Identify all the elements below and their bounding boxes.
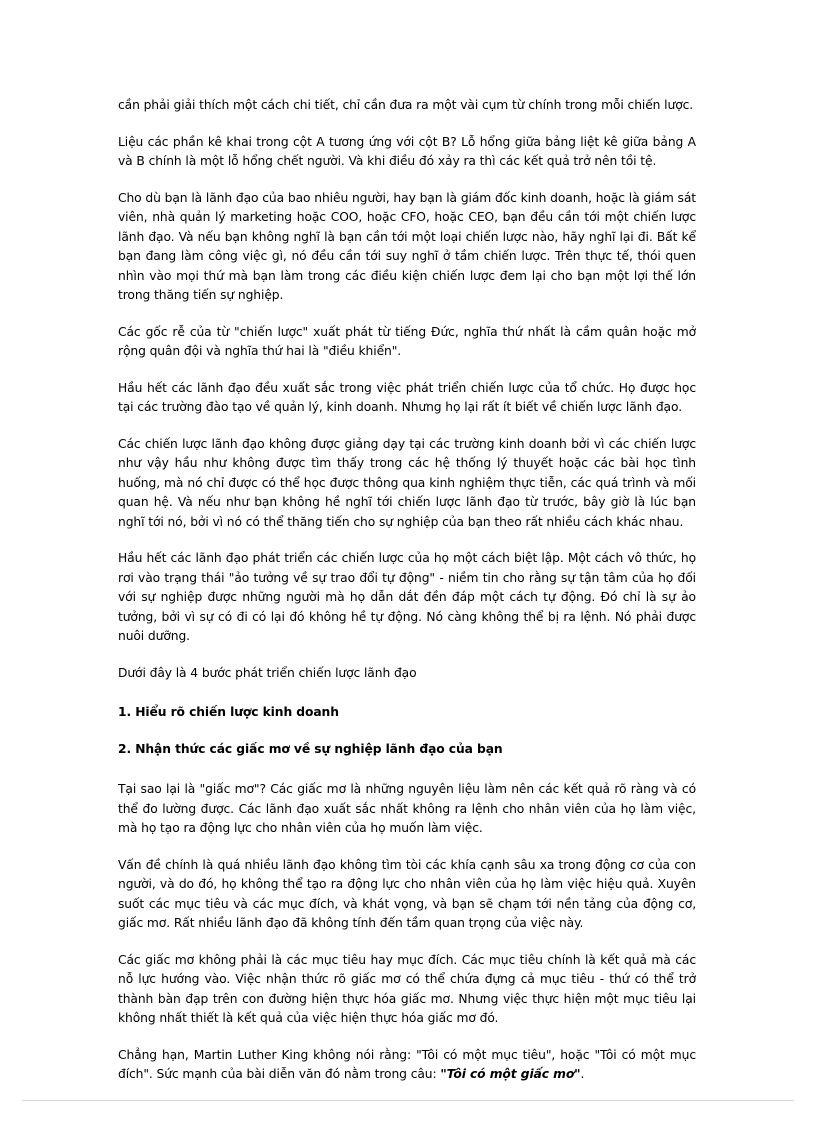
paragraph: Các gốc rễ của từ "chiến lược" xuất phát từ tiếng Đức, nghĩa thứ nhất là cầm quân hoặc mở rộng quân đội và nghĩa thứ hai là "điều khiển".: [118, 324, 696, 358]
paragraph: Cho dù bạn là lãnh đạo của bao nhiêu người, hay bạn là giám đốc kinh doanh, hoặc là giám sát viên, nhà quản lý marketing hoặc COO, hoặc CFO, hoặc CEO, bạn đều cần tới một chiến lược lãnh đạo. Và nếu bạn không nghĩ là bạn cần tới một loại chiến lược nào, hãy nghĩ lại đi. Bất kể bạn đang làm công việc gì, nó đều cần tới suy nghĩ ở tầm chiến lược. Trên thực tế, thói quen nhìn vào mọi thứ mà bạn làm trong các điều kiện chiến lược đem lại cho bạn một lợi thế lớn trong thăng tiến sự nghiệp.: [118, 190, 696, 302]
heading-step-1: 1. Hiểu rõ chiến lược kinh doanh: [118, 705, 339, 719]
paragraph-intro-steps: Dưới đây là 4 bước phát triển chiến lược lãnh đạo: [118, 665, 417, 680]
paragraph: Tại sao lại là "giấc mơ"? Các giấc mơ là những nguyên liệu làm nên các kết quả rõ ràng và có thể đo lường được. Các lãnh đạo xuất sắc nhất không ra lệnh cho nhân viên của họ làm việc, mà họ tạo ra động lực cho nhân viên của họ muốn làm việc.: [118, 782, 696, 835]
paragraph: Các chiến lược lãnh đạo không được giảng dạy tại các trường kinh doanh bởi vì các chiến lược như vậy hầu như không được tìm thấy trong các hệ thống lý thuyết hoặc các bài học tình huống, mà nó chỉ được có thể học được thông qua kinh nghiệm thực tiễn, các quá trình và mối quan hệ. Và nếu như bạn không hề nghĩ tới chiến lược lãnh đạo từ trước, bây giờ là lúc bạn nghĩ tới nó, bởi vì nó có thể thăng tiến cho sự nghiệp của bạn theo rất nhiều cách khác nhau.: [118, 436, 696, 529]
document-body: [118, 96, 696, 1102]
paragraph: Hầu hết các lãnh đạo phát triển các chiến lược của họ một cách biệt lập. Một cách vô thức, họ rơi vào trạng thái "ảo tưởng về sự trao đổi tự động" - niềm tin cho rằng sự tận tâm của họ đối với sự nghiệp được những người mà họ dẫn dắt đền đáp một cách tự động. Đó chỉ là sự ảo tưởng, bởi vì sự có đi có lại đó không hề tự động. Nó càng không thể bị ra lệnh. Nó phải được nuôi dưỡng.: [118, 551, 696, 643]
footer-divider: [22, 1100, 794, 1101]
paragraph: Vấn đề chính là quá nhiều lãnh đạo không tìm tòi các khía cạnh sâu xa trong động cơ của con người, và do đó, họ không thể tạo ra động lực cho nhân viên của họ làm việc hiệu quả. Xuyên suốt các mục tiêu và các mục đích, và khát vọng, và bạn sẽ chạm tới nền tảng của động cơ, giấc mơ. Rất nhiều lãnh đạo đã không tính đến tầm quan trọng của việc này.: [118, 857, 696, 930]
final-text-before: Chẳng hạn, Martin Luther King không nói rằng: "Tôi có một mục tiêu", hoặc "Tôi có một mục đích". Sức mạnh của bài diễn văn đó nằm trong câu:: [118, 1047, 696, 1081]
paragraph: Liệu các phần kê khai trong cột A tương ứng với cột B? Lỗ hổng giữa bảng liệt kê giữa bảng A và B chính là một lỗ hổng chết người. Và khi điều đó xảy ra thì các kết quả trở nên tồi tệ.: [118, 134, 696, 168]
paragraph: Hầu hết các lãnh đạo đều xuất sắc trong việc phát triển chiến lược của tổ chức. Họ được học tại các trường đào tạo về quản lý, kinh doanh. Nhưng họ lại rất ít biết về chiến lược lãnh đạo.: [118, 380, 696, 414]
paragraph-final: [118, 1046, 696, 1085]
heading-step-2: 2. Nhận thức các giấc mơ về sự nghiệp lãnh đạo của bạn: [118, 741, 503, 756]
final-emphasis: "Tôi có một giấc mơ": [440, 1067, 581, 1081]
final-text-after: .: [580, 1067, 585, 1081]
paragraph: Các giấc mơ không phải là các mục tiêu hay mục đích. Các mục tiêu chính là kết quả mà các nỗ lực hướng vào. Việc nhận thức rõ giấc mơ có thể chứa đựng cả mục tiêu - thứ có thể trở thành bàn đạp trên con đường hiện thực hóa giấc mơ. Nhưng việc thực hiện một mục tiêu lại không nhất thiết là kết quả của việc hiện thực hóa giấc mơ đó.: [118, 952, 696, 1025]
paragraph: cần phải giải thích một cách chi tiết, chỉ cần đưa ra một vài cụm từ chính trong mỗi chiến lược.: [118, 98, 694, 112]
